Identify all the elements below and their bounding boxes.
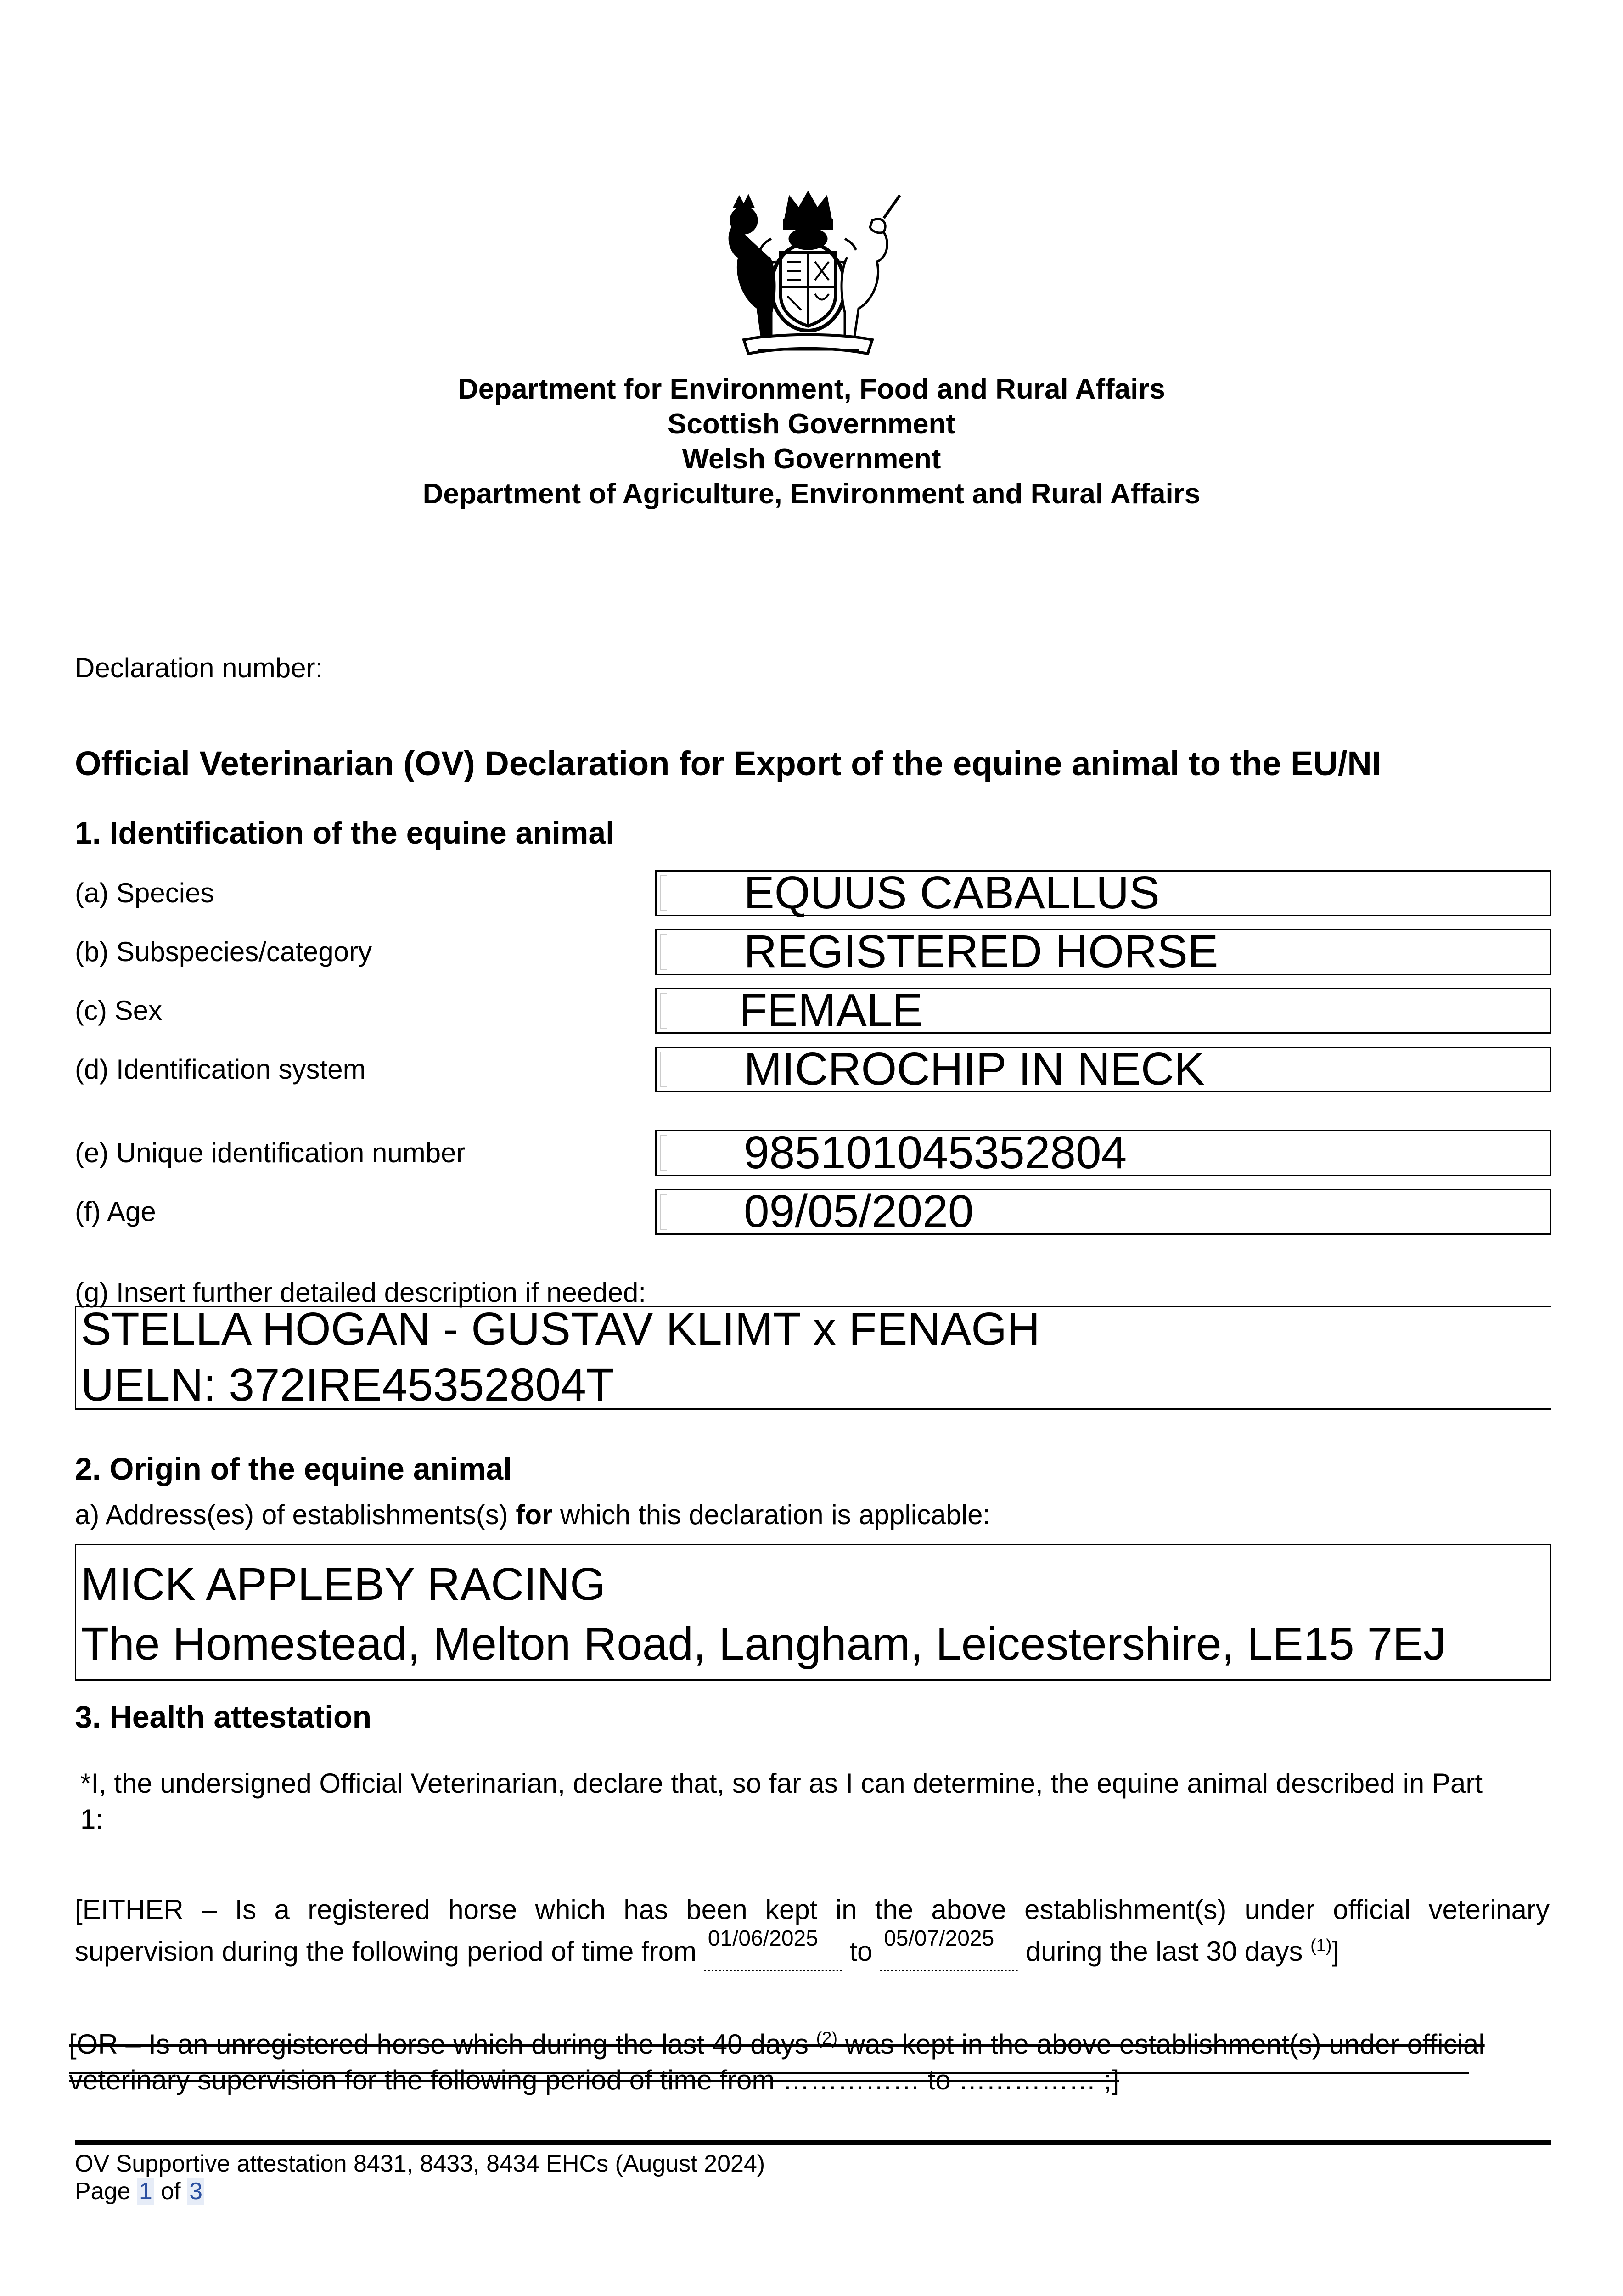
unique-id-value: 985101045352804 [744, 1127, 1127, 1178]
identification-system-value: MICROCHIP IN NECK [744, 1043, 1205, 1095]
section-2-heading: 2. Origin of the equine animal [75, 1452, 512, 1486]
sex-value: FEMALE [739, 985, 923, 1036]
or-clause: [OR – Is an unregistered horse which during the last 40 days $^{(2)}$ was kept in the above establishment(s) under official veterinary supervision for the following period of time from …………… to …………… ;] [69, 2029, 1485, 2095]
subspecies-label: (b) Subspecies/category [75, 936, 372, 967]
sex-field[interactable] [655, 985, 1551, 1036]
species-value: EQUUS CABALLUS [744, 867, 1160, 918]
subspecies-field[interactable] [655, 926, 1551, 977]
subspecies-value: REGISTERED HORSE [744, 926, 1219, 977]
department-scottish-government: Scottish Government [668, 408, 955, 440]
address-field[interactable] [75, 1544, 1551, 1681]
declaration-number-label: Declaration number: [75, 653, 323, 683]
department-welsh-government: Welsh Government [682, 443, 941, 475]
sex-label: (c) Sex [75, 995, 163, 1026]
address-line-2: The Homestead, Melton Road, Langham, Leicestershire, LE15 7EJ [81, 1618, 1446, 1670]
identification-system-field[interactable] [655, 1043, 1551, 1095]
description-line-1: STELLA HOGAN - GUSTAV KLIMT x FENAGH [81, 1303, 1040, 1355]
footer-rule [75, 2140, 1551, 2145]
royal-coat-of-arms-icon [707, 188, 909, 360]
unique-id-field[interactable] [655, 1127, 1551, 1178]
to-date-field[interactable]: 05/07/2025 [880, 1934, 1018, 1971]
address-label: a) Address(es) of establishments(s) for which this declaration is applicable: [75, 1499, 991, 1530]
description-label: (g) Insert further detailed description if needed: [75, 1277, 646, 1308]
or-clause-strike-line [69, 2072, 1469, 2074]
description-field[interactable] [75, 1303, 1551, 1411]
address-line-1: MICK APPLEBY RACING [81, 1559, 606, 1610]
footer-attestation: OV Supportive attestation 8431, 8433, 8434 EHCs (August 2024) [75, 2150, 765, 2177]
health-attestation-intro: *I, the undersigned Official Veterinarian, declare that, so far as I can determine, the equine animal described in Part 1: [80, 1768, 1483, 1835]
age-value: 09/05/2020 [744, 1186, 974, 1237]
description-line-2: UELN: 372IRE45352804T [81, 1359, 614, 1411]
species-label: (a) Species [75, 878, 214, 908]
unique-id-label: (e) Unique identification number [75, 1137, 466, 1168]
section-3-heading: 3. Health attestation [75, 1699, 372, 1734]
species-field[interactable] [655, 867, 1551, 918]
current-page[interactable]: 1 [137, 2178, 154, 2205]
section-1-heading: 1. Identification of the equine animal [75, 816, 615, 850]
identification-system-label: (d) Identification system [75, 1054, 366, 1085]
from-date-field[interactable]: 01/06/2025 [704, 1934, 842, 1971]
age-label: (f) Age [75, 1196, 156, 1227]
document-title: Official Veterinarian (OV) Declaration for Export of the equine animal to the EU/NI [75, 744, 1382, 782]
age-field[interactable] [655, 1186, 1551, 1237]
page-indicator: Page 1 of 3 [75, 2178, 204, 2205]
department-defra: Department for Environment, Food and Rural Affairs [458, 373, 1165, 405]
total-pages[interactable]: 3 [187, 2178, 204, 2205]
department-daera: Department of Agriculture, Environment and Rural Affairs [422, 478, 1201, 510]
either-clause: [EITHER – Is a registered horse which has been kept in the above establishment(s) under official veterinary supervision during the following period of time from 01/06/2025 to 05/07/2025 during the last 30 days $^{(1)}$] [75, 1892, 1550, 1971]
